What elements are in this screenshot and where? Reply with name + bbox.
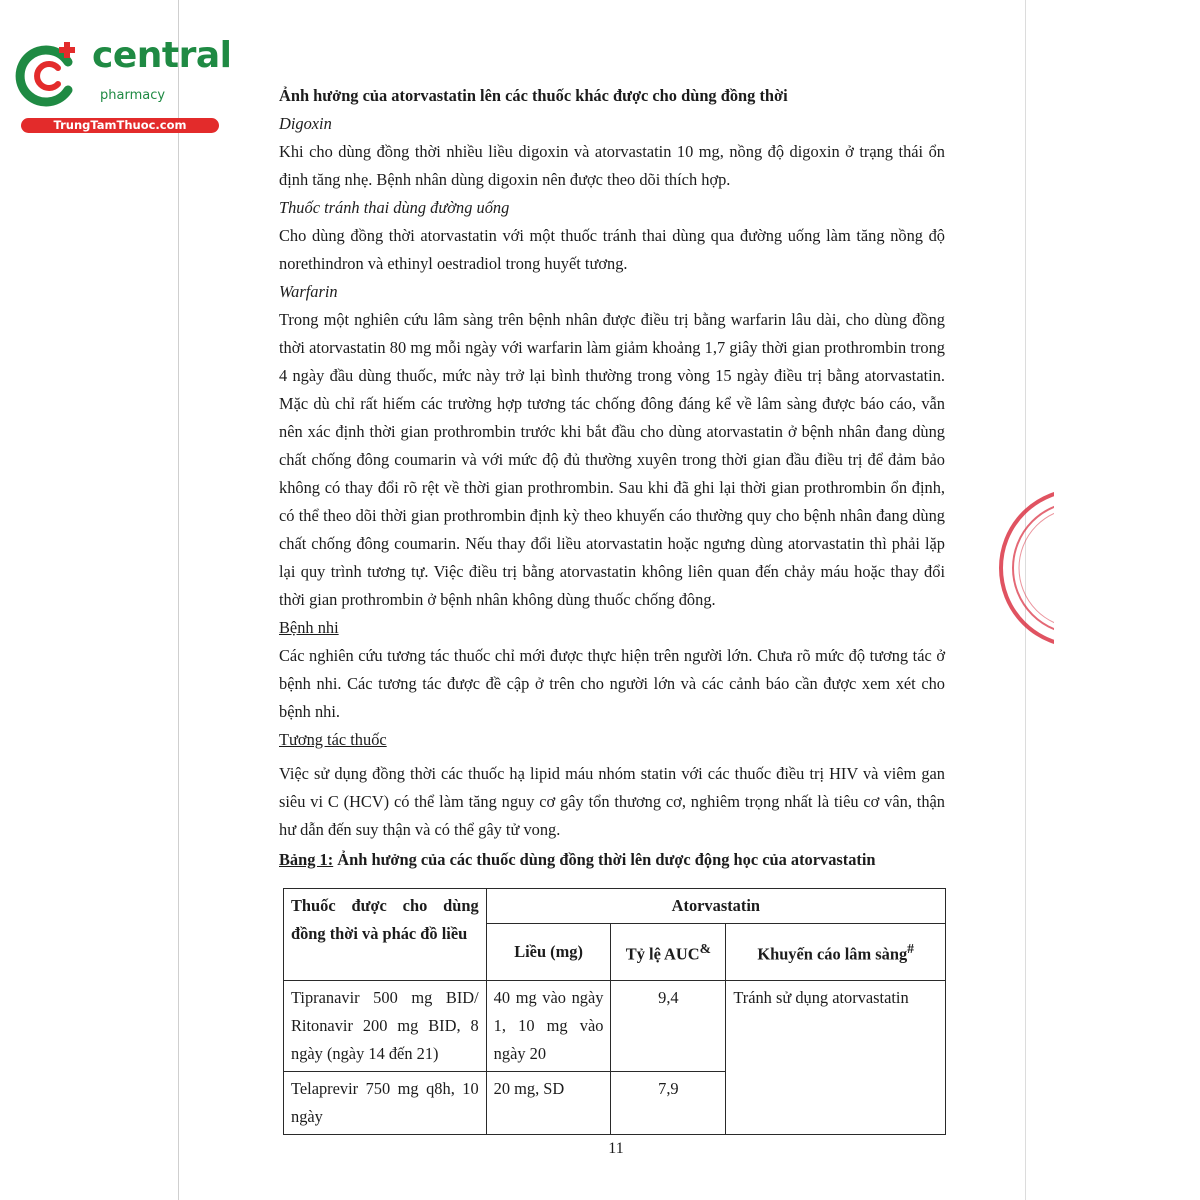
pediatric-paragraph: Các nghiên cứu tương tác thuốc chỉ mới được thực hiện trên người lớn. Chưa rõ mức độ tương tác ở bệnh nhi. Các tương tác được đề cập ở trên cho người lớn và các cảnh báo cần được xem xét cho bệnh nhi. xyxy=(279,646,945,721)
logo-site-url: TrungTamThuoc.com xyxy=(21,118,219,133)
digoxin-paragraph: Khi cho dùng đồng thời nhiều liều digoxin và atorvastatin 10 mg, nồng độ digoxin ở trạng thái ổn định tăng nhẹ. Bệnh nhân dùng digoxin nên được theo dõi thích hợp. xyxy=(279,142,945,189)
header-coadministered-drug: Thuốc được cho dùng đồng thời và phác đồ liều xyxy=(284,889,487,981)
interactions-title: Tương tác thuốc xyxy=(279,730,387,749)
interactions-paragraph: Việc sử dụng đồng thời các thuốc hạ lipid máu nhóm statin với các thuốc điều trị HIV và viêm gan siêu vi C (HCV) có thể làm tăng nguy cơ gây tổn thương cơ, nghiêm trọng nhất là tiêu cơ vân, thận hư dẫn đến suy thận và có thể gây tử vong. xyxy=(279,764,945,839)
pharmacokinetics-table xyxy=(283,888,946,1135)
row1-auc: 9,4 xyxy=(611,981,726,1072)
rec-label: Khuyến cáo lâm sàng xyxy=(757,944,908,964)
contraceptive-paragraph: Cho dùng đồng thời atorvastatin với một thuốc tránh thai dùng qua đường uống làm tăng nồng độ norethindron và ethinyl oestradiol trong huyết tương. xyxy=(279,226,945,273)
central-pharmacy-logo xyxy=(10,35,232,136)
logo-name: central xyxy=(92,35,232,76)
digoxin-title: Digoxin xyxy=(279,114,332,133)
row1-recommendation: Tránh sử dụng atorvastatin xyxy=(726,981,946,1135)
row2-auc: 7,9 xyxy=(611,1072,726,1135)
document-body xyxy=(279,82,945,874)
warfarin-title: Warfarin xyxy=(279,282,338,301)
pediatric-title: Bệnh nhi xyxy=(279,618,339,637)
table-caption xyxy=(279,846,945,874)
table-caption-label: Bảng 1: xyxy=(279,850,334,869)
table-header-row xyxy=(284,889,946,924)
rec-mark: # xyxy=(907,941,914,957)
auc-label: Tỷ lệ AUC xyxy=(625,944,700,964)
header-recommendation xyxy=(726,924,946,981)
contraceptive-title: Thuốc tránh thai dùng đường uống xyxy=(279,198,510,217)
section-heading: Ảnh hưởng của atorvastatin lên các thuốc khác được cho dùng đồng thời xyxy=(279,86,788,105)
logo-c-icon xyxy=(10,36,90,116)
header-auc-ratio xyxy=(611,924,726,981)
header-atorvastatin: Atorvastatin xyxy=(486,889,945,924)
logo-tagline: pharmacy xyxy=(100,88,166,103)
row2-drug: Telaprevir 750 mg q8h, 10 ngày xyxy=(284,1072,487,1135)
auc-mark: & xyxy=(699,941,711,957)
table-caption-text: Ảnh hưởng của các thuốc dùng đồng thời lên dược động học của atorvastatin xyxy=(333,850,876,869)
table-row xyxy=(284,981,946,1072)
red-stamp-seal xyxy=(994,488,1054,648)
row1-drug: Tipranavir 500 mg BID/ Ritonavir 200 mg BID, 8 ngày (ngày 14 đến 21) xyxy=(284,981,487,1072)
warfarin-paragraph: Trong một nghiên cứu lâm sàng trên bệnh nhân được điều trị bằng warfarin lâu dài, cho dùng đồng thời atorvastatin 80 mg mỗi ngày với warfarin làm giảm khoảng 1,7 giây thời gian prothrombin trong 4 ngày đầu dùng thuốc, mức này trở lại bình thường trong vòng 15 ngày điều trị bằng atorvastatin. Mặc dù chỉ rất hiếm các trường hợp tương tác chống đông đáng kể về lâm sàng được báo cáo, vẫn nên xác định thời gian prothrombin trước khi bắt đầu cho dùng atorvastatin ở bệnh nhân đang dùng chất chống đông coumarin và với mức độ đủ thường xuyên trong thời gian đầu điều trị để đảm bảo không có thay đổi rõ rệt về thời gian prothrombin. Sau khi đã ghi lại thời gian prothrombin ổn định, có thể theo dõi thời gian prothrombin định kỳ theo khuyến cáo thường quy cho bệnh nhân đang dùng chất chống đông coumarin. Nếu thay đổi liều atorvastatin hoặc ngưng dùng atorvastatin thì phải lặp lại quy trình tương tự. Việc điều trị bằng atorvastatin không liên quan đến chảy máu hoặc thay đổi thời gian prothrombin ở bệnh nhân không dùng thuốc chống đông. xyxy=(279,310,945,609)
row2-dose: 20 mg, SD xyxy=(486,1072,611,1135)
row1-dose: 40 mg vào ngày 1, 10 mg vào ngày 20 xyxy=(486,981,611,1072)
header-dose: Liều (mg) xyxy=(486,924,611,981)
page-number: 11 xyxy=(608,1140,624,1157)
